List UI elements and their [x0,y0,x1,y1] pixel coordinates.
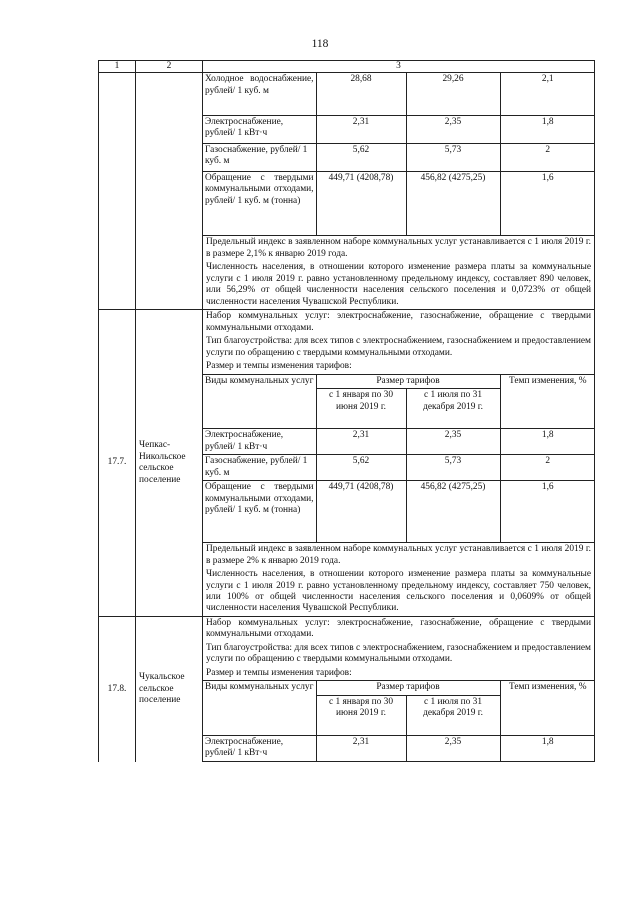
header-col-2: 2 [136,61,203,73]
index-text: Предельный индекс в заявленном наборе коммунальных услуг устанавливается с 1 июля 2019 г. в размере 2,1% к январю 2019 года. [206,237,591,259]
tariff-rate: 1,8 [500,429,595,455]
header-col-3: 3 [203,61,595,73]
tariff-h2: 29,26 [406,73,500,115]
block-17-7 [99,310,595,617]
table-header-row [203,374,595,388]
tariff-h1: 449,71 (4208,78) [316,481,406,543]
block-17-8 [99,616,595,761]
services-text: Набор коммунальных услуг: электроснабжение, газоснабжение, обращение с твердыми коммунальными отходами. [206,311,591,333]
services-text: Набор коммунальных услуг: электроснабжение, газоснабжение, обращение с твердыми коммунальными отходами. [206,617,591,640]
th-rate: Темп изменения, % [500,374,595,428]
tariffs-title: Размер и темпы изменения тарифов: [206,361,352,372]
page-number: 118 [311,38,329,50]
table-row [203,735,595,761]
tariff-rate: 2 [500,143,595,171]
header-row [99,61,595,73]
main-table [98,60,595,762]
th-size: Размер тарифов [316,681,500,695]
tariff-h1: 5,62 [316,455,406,481]
header-col-1: 1 [99,61,136,73]
table-row [203,171,595,235]
tariff-rate: 1,8 [500,735,595,761]
tariff-h2: 2,35 [406,115,500,143]
block-17-7-num: 17.7. [99,310,136,617]
th-period-1: с 1 января по 30 июня 2019 г. [316,389,406,429]
tariff-h2: 5,73 [406,143,500,171]
tariff-h1: 5,62 [316,143,406,171]
block-17-8-name: Чукальское сельское поселение [136,616,203,761]
block-17-8-num: 17.8. [99,616,136,761]
tariff-h1: 28,68 [316,73,406,115]
block-17-8-content [203,616,595,761]
prev-tariff-table [203,73,595,235]
service-name: Обращение с твердыми коммунальными отходами, рублей/ 1 куб. м (тонна) [203,171,316,235]
tariff-h1: 449,71 (4208,78) [316,171,406,235]
table-row [203,455,595,481]
tariff-rate: 2,1 [500,73,595,115]
th-size: Размер тарифов [316,374,500,388]
tariff-rate: 1,6 [500,171,595,235]
tariff-document [98,60,594,762]
service-name: Холодное водоснабжение, рублей/ 1 куб. м [203,73,316,115]
th-kinds: Виды коммунальных услуг [203,681,316,735]
service-name: Электроснабжение, рублей/ 1 кВт·ч [203,735,316,761]
table-row [203,115,595,143]
tariff-rate: 1,8 [500,115,595,143]
block-prev-num [99,73,136,310]
service-name: Обращение с твердыми коммунальными отходами, рублей/ 1 куб. м (тонна) [203,481,316,543]
tariff-h1: 2,31 [316,735,406,761]
tariff-h2: 2,35 [406,735,500,761]
type-text: Тип благоустройства: для всех типов с электроснабжением, газоснабжением и предоставлением услуги по обращению с твердыми коммунальными отходами. [206,336,591,358]
tariff-table [203,374,595,543]
block-17-7-content [203,310,595,617]
th-period-2: с 1 июля по 31 декабря 2019 г. [406,389,500,429]
population-text: Численность населения, в отношении которого изменение размера платы за коммунальные услуги с 1 июля 2019 г. равно установленному предельному индексу, составляет 890 человек, или 56,29% от общей численности населения сельского поселения и 0,0723% от общей численности населения Чувашской Республики. [206,262,591,307]
tariffs-title: Размер и темпы изменения тарифов: [206,667,352,678]
tariff-table [203,680,595,761]
tariff-rate: 1,6 [500,481,595,543]
tariff-h1: 2,31 [316,115,406,143]
population-text: Численность населения, в отношении которого изменение размера платы за коммунальные услуги с 1 июля 2019 г. равно установленному предельному индексу, составляет 750 человек, или 100% от общей численности населения сельского поселения и 0,0609% от общей численности населения Чувашской Республики. [206,569,591,614]
block-prev-content [203,73,595,310]
table-row [203,429,595,455]
table-row [203,481,595,543]
table-row [203,143,595,171]
tariff-h1: 2,31 [316,429,406,455]
block-prev [99,73,595,310]
tariff-h2: 5,73 [406,455,500,481]
type-text: Тип благоустройства: для всех типов с электроснабжением, газоснабжением и предоставлением услуги по обращению с твердыми коммунальными отходами. [206,642,591,665]
tariff-h2: 2,35 [406,429,500,455]
service-name: Газоснабжение, рублей/ 1 куб. м [203,143,316,171]
th-kinds: Виды коммунальных услуг [203,374,316,428]
th-rate: Темп изменения, % [500,681,595,735]
tariff-rate: 2 [500,455,595,481]
index-text: Предельный индекс в заявленном наборе коммунальных услуг устанавливается с 1 июля 2019 г. в размере 2% к январю 2019 года. [206,544,591,566]
service-name: Газоснабжение, рублей/ 1 куб. м [203,455,316,481]
table-row [203,73,595,115]
th-period-2: с 1 июля по 31 декабря 2019 г. [406,695,500,735]
block-prev-name [136,73,203,310]
tariff-h2: 456,82 (4275,25) [406,171,500,235]
service-name: Электроснабжение, рублей/ 1 кВт·ч [203,115,316,143]
block-17-7-name: Чепкас-Никольское сельское поселение [136,310,203,617]
table-header-row [203,681,595,695]
tariff-h2: 456,82 (4275,25) [406,481,500,543]
th-period-1: с 1 января по 30 июня 2019 г. [316,695,406,735]
service-name: Электроснабжение, рублей/ 1 кВт·ч [203,429,316,455]
